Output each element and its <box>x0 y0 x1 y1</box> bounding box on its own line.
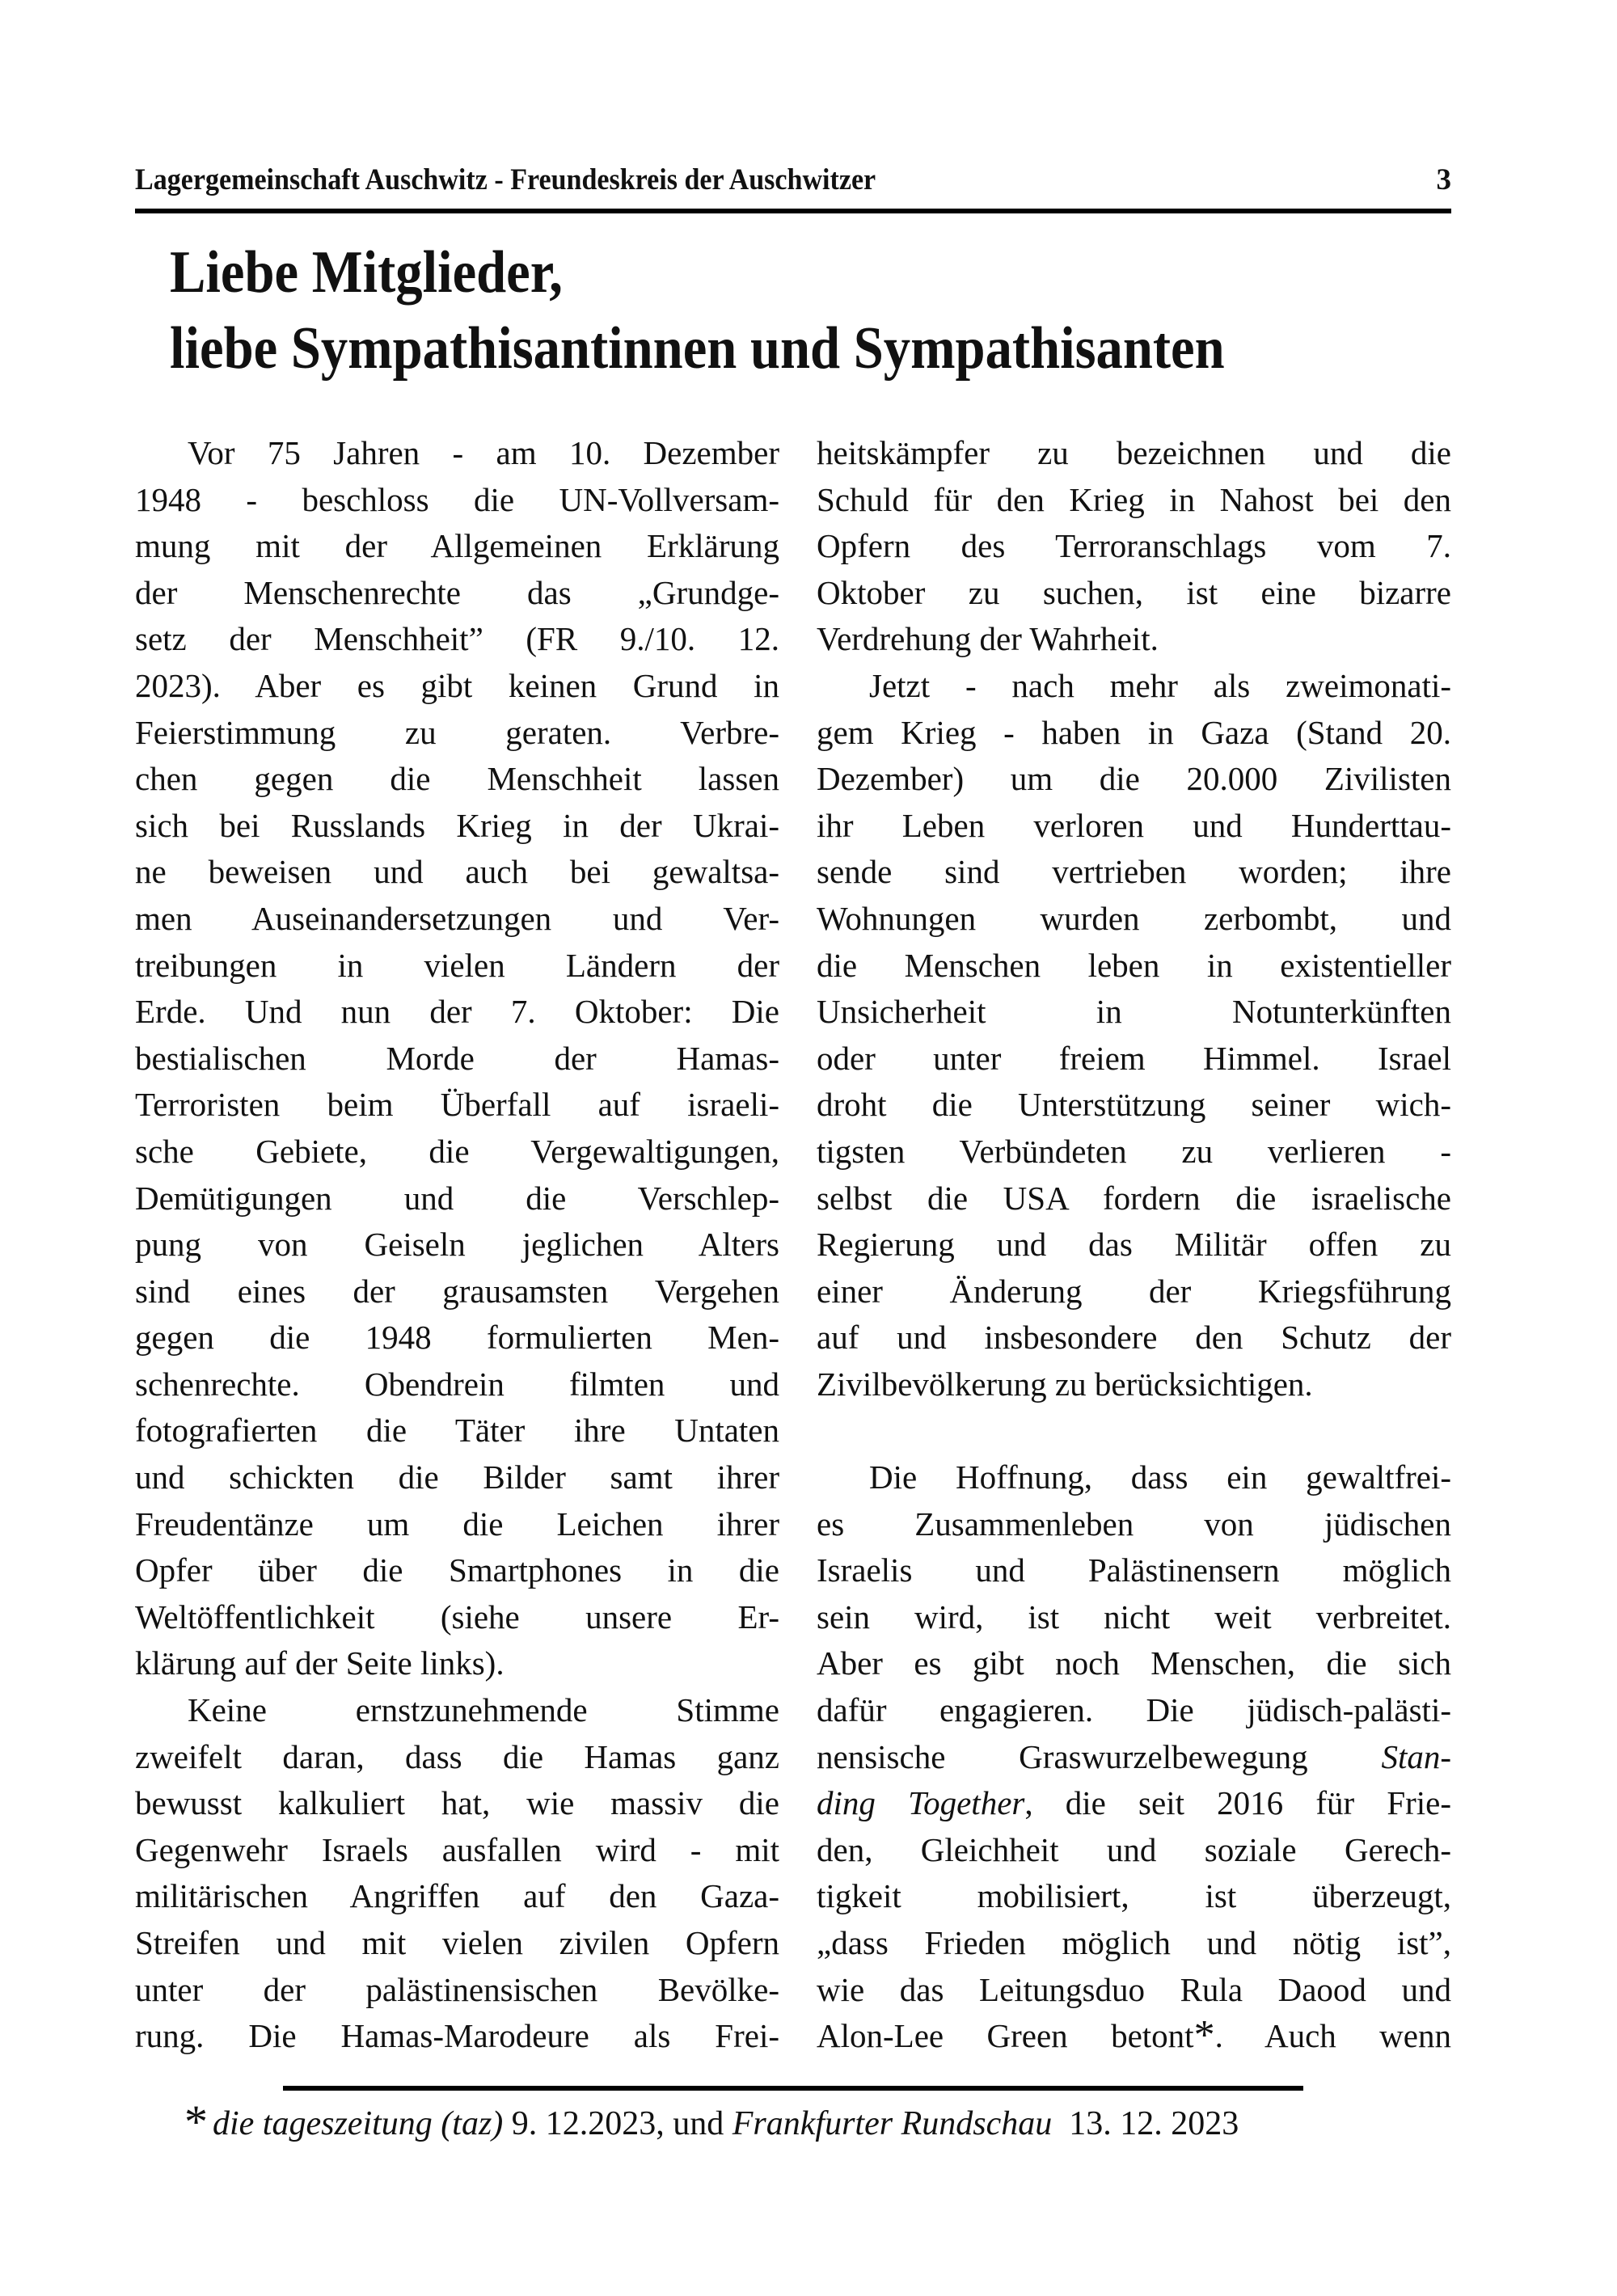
line-text: , die seit 2016 für Frie- <box>1024 1784 1452 1822</box>
text-line-content <box>135 989 779 1036</box>
line-text: Zivilbevölkerung zu berücksichtigen. <box>817 1365 1313 1403</box>
line-text: Erde. Und nun der 7. Oktober: Die <box>135 993 779 1031</box>
text-line-content <box>869 663 1451 710</box>
text-line-content <box>817 1361 1451 1408</box>
text-line <box>817 1268 1451 1315</box>
text-line-content <box>817 570 1451 617</box>
text-line-content <box>817 1036 1451 1083</box>
text-line <box>135 570 779 617</box>
text-line <box>817 1594 1451 1641</box>
text-line-content <box>817 1687 1451 1734</box>
line-text: Die Hoffnung, dass ein gewaltfrei- <box>869 1458 1451 1496</box>
text-line <box>817 1036 1451 1083</box>
text-line <box>135 523 779 570</box>
line-text: 2023). Aber es gibt keinen Grund in <box>135 666 779 704</box>
text-line <box>817 1827 1451 1874</box>
line-text: schenrechte. Obendrein filmten und <box>135 1365 779 1403</box>
text-line <box>817 570 1451 617</box>
text-line <box>135 663 779 710</box>
text-line <box>135 2013 779 2060</box>
line-text: fotografierten die Täter ihre Untaten <box>135 1412 779 1450</box>
line-text: unter der palästinensischen Bevölke- <box>135 1970 779 2008</box>
text-line <box>817 1408 1451 1454</box>
line-text: Wohnungen wurden zerbombt, und <box>817 899 1451 937</box>
line-text: sche Gebiete, die Vergewaltigungen, <box>135 1132 779 1170</box>
text-line-content <box>817 1501 1451 1548</box>
line-text: sind eines der grausamsten Vergehen <box>135 1272 779 1310</box>
line-text: die Menschen leben in existentieller <box>817 946 1451 984</box>
line-text: Weltöffentlichkeit (siehe unsere Er- <box>135 1597 779 1635</box>
line-text: „dass Frieden möglich und nötig ist”, <box>817 1924 1451 1961</box>
text-line-content <box>135 803 779 850</box>
text-line <box>135 1640 779 1687</box>
line-text: oder unter freiem Himmel. Israel <box>817 1039 1451 1077</box>
text-line <box>135 1734 779 1781</box>
text-line <box>135 1780 779 1827</box>
line-text: militärischen Angriffen auf den Gaza- <box>135 1877 779 1915</box>
text-line <box>817 1734 1451 1781</box>
text-line-content <box>135 1640 779 1687</box>
text-line-content <box>188 1687 779 1734</box>
footnote-source-fr: Frankfurter Rundschau <box>732 2105 1053 2142</box>
text-line-content <box>817 430 1451 477</box>
line-text: Verdrehung der Wahrheit. <box>817 620 1159 658</box>
text-line <box>817 1361 1451 1408</box>
line-text: Terroristen beim Überfall auf israeli- <box>135 1086 779 1124</box>
text-line-content <box>817 1315 1451 1361</box>
page-title <box>170 234 1225 386</box>
text-line <box>135 756 779 803</box>
text-line-content <box>135 896 779 943</box>
text-line-content <box>135 1408 779 1454</box>
text-line <box>817 1501 1451 1548</box>
text-line-content <box>135 756 779 803</box>
text-line-content <box>135 1361 779 1408</box>
text-line <box>817 1129 1451 1175</box>
italic-text: Stan- <box>1381 1737 1451 1775</box>
line-text: Aber es gibt noch Menschen, die sich <box>817 1644 1451 1682</box>
text-line <box>135 1687 779 1734</box>
text-line <box>135 849 779 896</box>
italic-text: ding Together <box>817 1784 1025 1822</box>
line-text: den, Gleichheit und soziale Gerech- <box>817 1830 1451 1868</box>
text-line <box>817 1547 1451 1594</box>
text-line-content <box>135 1036 779 1083</box>
text-line <box>817 1082 1451 1129</box>
text-line-content <box>817 2013 1451 2060</box>
text-line-content <box>817 1594 1451 1641</box>
text-line-content <box>135 1920 779 1967</box>
running-head <box>135 160 1451 200</box>
text-line-content <box>869 1454 1451 1501</box>
line-text: tigsten Verbündeten zu verlieren - <box>817 1132 1451 1170</box>
text-line-content <box>135 710 779 757</box>
line-text: Vor 75 Jahren - am 10. Dezember <box>188 434 779 471</box>
text-line-content <box>817 477 1451 524</box>
text-line <box>817 756 1451 803</box>
text-line <box>817 663 1451 710</box>
line-text: sich bei Russlands Krieg in der Ukrai- <box>135 806 779 844</box>
text-line <box>135 1082 779 1129</box>
text-line-content <box>135 1501 779 1548</box>
text-line <box>817 616 1451 663</box>
line-text: klärung auf der Seite links). <box>135 1644 505 1682</box>
text-line <box>817 1222 1451 1268</box>
text-line <box>135 477 779 524</box>
line-text: Demütigungen und die Verschlep- <box>135 1179 779 1217</box>
footnote-asterisk-icon: * <box>184 2096 208 2148</box>
text-line-content <box>135 1222 779 1268</box>
line-text: nensische Graswurzelbewegung <box>817 1737 1382 1775</box>
text-line-content <box>817 943 1451 990</box>
line-text: selbst die USA fordern die israelische <box>817 1179 1451 1217</box>
line-text: Gegenwehr Israels ausfallen wird - mit <box>135 1830 779 1868</box>
line-text: mung mit der Allgemeinen Erklärung <box>135 527 779 565</box>
text-line-content <box>135 1967 779 2014</box>
text-line <box>817 849 1451 896</box>
text-line <box>817 1454 1451 1501</box>
text-line-content <box>817 1547 1451 1594</box>
text-line <box>135 1594 779 1641</box>
line-text: Feierstimmung zu geraten. Verbre- <box>135 713 779 751</box>
text-line-content <box>135 1547 779 1594</box>
line-text: rung. Die Hamas-Marodeure als Frei- <box>135 2017 779 2055</box>
text-line <box>817 430 1451 477</box>
text-line-content <box>817 896 1451 943</box>
article-column-left <box>135 430 779 2060</box>
text-line-content <box>135 523 779 570</box>
text-line-content <box>135 1780 779 1827</box>
text-line <box>135 1129 779 1175</box>
text-line <box>817 1175 1451 1222</box>
header-rule <box>135 209 1451 213</box>
text-line-content <box>817 1640 1451 1687</box>
text-line-content <box>817 1222 1451 1268</box>
text-line <box>135 1454 779 1501</box>
text-line-content <box>135 1734 779 1781</box>
text-line-content <box>817 1268 1451 1315</box>
footnote-ref-asterisk-icon: * <box>1193 2012 1215 2059</box>
line-text: 1948 - beschloss die UN-Vollversam- <box>135 480 779 518</box>
line-text: Keine ernstzunehmende Stimme <box>188 1691 779 1729</box>
line-text: Regierung und das Militär offen zu <box>817 1226 1451 1264</box>
line-text: es Zusammenleben von jüdischen <box>817 1505 1451 1543</box>
text-line <box>135 1222 779 1268</box>
line-text: bestialischen Morde der Hamas- <box>135 1039 779 1077</box>
text-line <box>817 943 1451 990</box>
line-text: droht die Unterstützung seiner wich- <box>817 1086 1451 1124</box>
line-text: gegen die 1948 formulierten Men- <box>135 1319 779 1357</box>
text-line <box>817 1687 1451 1734</box>
text-line-content <box>817 803 1451 850</box>
text-line <box>135 710 779 757</box>
text-line-content <box>135 2013 779 2060</box>
line-text: ne beweisen und auch bei gewaltsa- <box>135 853 779 891</box>
text-line <box>135 1920 779 1967</box>
text-line-content <box>817 1734 1451 1781</box>
line-text: men Auseinandersetzungen und Ver- <box>135 899 779 937</box>
line-text: tigkeit mobilisiert, ist überzeugt, <box>817 1877 1451 1915</box>
text-line <box>817 803 1451 850</box>
text-line <box>135 1967 779 2014</box>
text-line-content <box>135 477 779 524</box>
line-text-tail: . Auch wenn <box>1214 2017 1451 2055</box>
text-line-content <box>135 1268 779 1315</box>
line-text: gem Krieg - haben in Gaza (Stand 20. <box>817 713 1451 751</box>
text-line <box>135 1175 779 1222</box>
text-line <box>817 989 1451 1036</box>
text-line <box>135 1036 779 1083</box>
line-text: Schuld für den Krieg in Nahost bei den <box>817 480 1451 518</box>
line-text: Israelis und Palästinensern möglich <box>817 1551 1451 1589</box>
text-line <box>817 1780 1451 1827</box>
text-line-content <box>817 1175 1451 1222</box>
text-line-content <box>135 1827 779 1874</box>
line-text: setz der Menschheit” (FR 9./10. 12. <box>135 620 779 658</box>
line-text: Opfern des Terroranschlags vom 7. <box>817 527 1451 565</box>
line-text: Unsicherheit in Notunterkünften <box>817 993 1451 1031</box>
text-line <box>135 616 779 663</box>
text-line <box>135 1827 779 1874</box>
text-line <box>135 1501 779 1548</box>
line-text: Jetzt - nach mehr als zweimonati- <box>869 666 1451 704</box>
text-line-content <box>135 1129 779 1175</box>
text-line-content <box>135 1454 779 1501</box>
line-text: wie das Leitungsduo Rula Daood und <box>817 1970 1451 2008</box>
line-text: sein wird, ist nicht weit verbreitet. <box>817 1597 1451 1635</box>
text-line <box>135 1315 779 1361</box>
text-line-content <box>135 616 779 663</box>
line-text: sende sind vertrieben worden; ihre <box>817 853 1451 891</box>
running-head-title: Lagergemeinschaft Auschwitz - Freundeskreis der Auschwitzer <box>135 163 876 196</box>
footnote-date-taz: 9. 12.2023, und <box>503 2105 733 2142</box>
text-line-content <box>135 1175 779 1222</box>
text-line-content <box>135 1594 779 1641</box>
text-line-content <box>817 849 1451 896</box>
article-column-right <box>817 430 1451 2060</box>
text-line <box>817 710 1451 757</box>
text-line <box>817 1315 1451 1361</box>
line-text: Oktober zu suchen, ist eine bizarre <box>817 573 1451 611</box>
text-line <box>135 1268 779 1315</box>
text-line <box>135 430 779 477</box>
text-line <box>135 1547 779 1594</box>
text-line-content <box>817 989 1451 1036</box>
text-line-content <box>817 1827 1451 1874</box>
text-line-content <box>135 1315 779 1361</box>
text-line-content <box>817 616 1451 663</box>
title-line-2: liebe Sympathisantinnen und Sympathisanten <box>170 315 1225 382</box>
text-line <box>135 1361 779 1408</box>
line-text: der Menschenrechte das „Grundge- <box>135 573 779 611</box>
line-text: heitskämpfer zu bezeichnen und die <box>817 434 1451 471</box>
text-line-content <box>817 1967 1451 2014</box>
line-text: chen gegen die Menschheit lassen <box>135 760 779 798</box>
text-line <box>817 1873 1451 1920</box>
text-line <box>135 1408 779 1454</box>
line-text: einer Änderung der Kriegsführung <box>817 1272 1451 1310</box>
line-text: Opfer über die Smartphones in die <box>135 1551 779 1589</box>
text-line <box>135 803 779 850</box>
text-line-content <box>817 1873 1451 1920</box>
text-line <box>817 523 1451 570</box>
text-line-content <box>817 710 1451 757</box>
line-text: pung von Geiseln jeglichen Alters <box>135 1226 779 1264</box>
text-line <box>817 1920 1451 1967</box>
footnote-source-taz: die tageszeitung (taz) <box>213 2105 504 2142</box>
text-line-content <box>135 849 779 896</box>
line-text: dafür engagieren. Die jüdisch-palästi- <box>817 1691 1451 1729</box>
text-line-content <box>817 1780 1451 1827</box>
text-line-content <box>817 1920 1451 1967</box>
text-line <box>135 943 779 990</box>
text-line <box>135 989 779 1036</box>
text-line-content <box>135 570 779 617</box>
line-text: Alon-Lee Green betont <box>817 2017 1194 2055</box>
line-text: Streifen und mit vielen zivilen Opfern <box>135 1924 779 1961</box>
text-line-content <box>135 1082 779 1129</box>
text-line <box>817 1640 1451 1687</box>
text-line-content <box>817 523 1451 570</box>
text-line <box>817 896 1451 943</box>
text-line-content <box>135 1873 779 1920</box>
footnote <box>184 2098 1446 2148</box>
text-line-content <box>817 1082 1451 1129</box>
text-line <box>817 1967 1451 2014</box>
text-line-content <box>817 756 1451 803</box>
line-text: und schickten die Bilder samt ihrer <box>135 1458 779 1496</box>
line-text: ihr Leben verloren und Hunderttau- <box>817 806 1451 844</box>
title-line-1: Liebe Mitglieder, <box>170 239 563 306</box>
line-text: zweifelt daran, dass die Hamas ganz <box>135 1737 779 1775</box>
text-line <box>135 1873 779 1920</box>
text-line-content <box>135 663 779 710</box>
line-text: treibungen in vielen Ländern der <box>135 946 779 984</box>
text-line <box>817 2013 1451 2060</box>
line-text: Dezember) um die 20.000 Zivilisten <box>817 760 1451 798</box>
footnote-date-fr: 13. 12. 2023 <box>1052 2105 1239 2142</box>
line-text: Freudentänze um die Leichen ihrer <box>135 1505 779 1543</box>
text-line-content <box>135 943 779 990</box>
page-number: 3 <box>1436 163 1451 196</box>
text-line <box>817 477 1451 524</box>
text-line-content <box>817 1129 1451 1175</box>
text-line-content <box>188 430 779 477</box>
text-line <box>135 896 779 943</box>
footnote-rule <box>283 2086 1303 2091</box>
line-text: bewusst kalkuliert hat, wie massiv die <box>135 1784 779 1822</box>
line-text: auf und insbesondere den Schutz der <box>817 1319 1451 1357</box>
